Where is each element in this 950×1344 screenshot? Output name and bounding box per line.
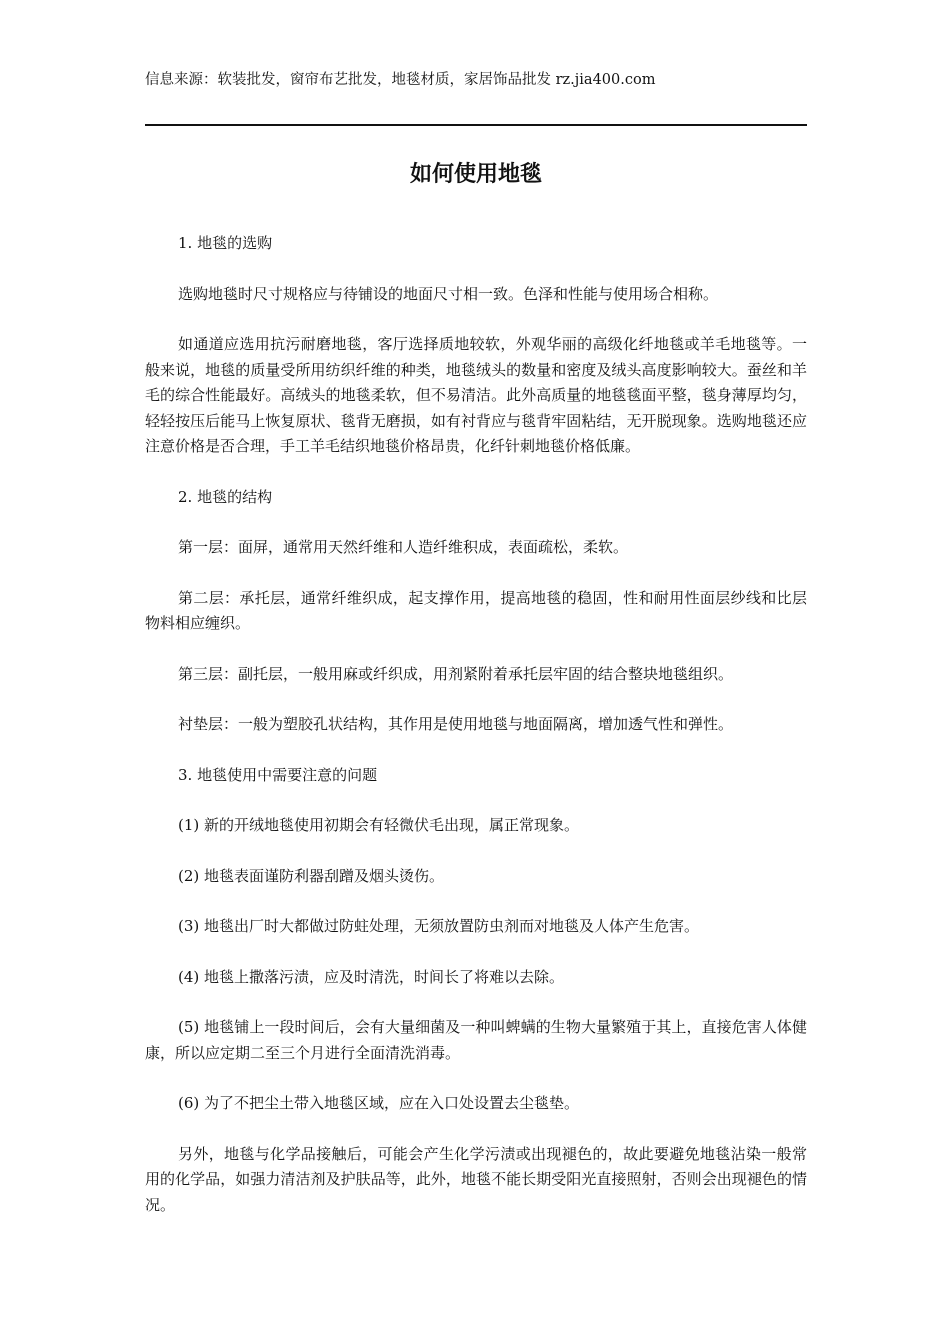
document-body xyxy=(145,231,807,1243)
list-item: (1) 新的开绒地毯使用初期会有轻微伏毛出现，属正常现象。 xyxy=(178,816,580,834)
paragraph: 衬垫层：一般为塑胶孔状结构，其作用是使用地毯与地面隔离，增加透气性和弹性。 xyxy=(178,715,734,733)
paragraph: 另外，地毯与化学品接触后，可能会产生化学污渍或出现褪色的，故此要避免地毯沾染一般常用的化学品，如强力清洁剂及护肤品等，此外，地毯不能长期受阳光直接照射，否则会出现褪色的情况。 xyxy=(145,1144,807,1214)
document-title: 如何使用地毯 xyxy=(409,162,542,187)
list-item: (4) 地毯上撒落污渍，应及时清洗，时间长了将难以去除。 xyxy=(178,967,565,986)
list-item: (3) 地毯出厂时大都做过防蛀处理，无须放置防虫剂而对地毯及人体产生危害。 xyxy=(178,917,700,935)
list-item: (6) 为了不把尘土带入地毯区域，应在入口处设置去尘毯垫。 xyxy=(178,1094,580,1112)
section-heading-usage: 3. 地毯使用中需要注意的问题 xyxy=(178,765,378,784)
paragraph: 选购地毯时尺寸规格应与待铺设的地面尺寸相一致。色泽和性能与使用场合相称。 xyxy=(178,284,719,303)
list-item: (2) 地毯表面谨防利器刮蹭及烟头烫伤。 xyxy=(178,866,445,885)
paragraph: 第三层：副托层，一般用麻或纤织成，用剂紧附着承托层牢固的结合整块地毯组织。 xyxy=(178,664,734,683)
header-divider xyxy=(145,124,807,126)
header-source-line: 信息来源：软装批发，窗帘布艺批发，地毯材质，家居饰品批发 rz.jia400.com xyxy=(145,72,656,88)
paragraph: 如通道应选用抗污耐磨地毯，客厅选择质地较软，外观华丽的高级化纤地毯或羊毛地毯等。一般来说，地毯的质量受所用纺织纤维的种类，地毯绒头的数量和密度及绒头高度影响较大。蚕丝和羊毛的综合性能最好。高绒头的地毯柔软，但不易清洁。此外高质量的地毯毯面平整，毯身薄厚均匀，轻轻按压后能马上恢复原状、毯背无磨损，如有衬背应与毯背牢固粘结，无开脱现象。选购地毯还应注意价格是否合理，手工羊毛结织地毯价格昂贵，化纤针刺地毯价格低廉。 xyxy=(145,335,807,455)
section-heading-selection: 1. 地毯的选购 xyxy=(178,234,273,252)
paragraph: 第二层：承托层，通常纤维织成，起支撑作用，提高地毯的稳固，性和耐用性面层纱线和比层物料相应缠织。 xyxy=(145,588,807,632)
section-heading-structure: 2. 地毯的结构 xyxy=(178,487,273,506)
list-item: (5) 地毯铺上一段时间后，会有大量细菌及一种叫蜱螨的生物大量繁殖于其上，直接危害人体健康，所以应定期二至三个月进行全面清洗消毒。 xyxy=(145,1018,807,1062)
paragraph: 第一层：面屏，通常用天然纤维和人造纤维积成，表面疏松，柔软。 xyxy=(178,538,629,556)
